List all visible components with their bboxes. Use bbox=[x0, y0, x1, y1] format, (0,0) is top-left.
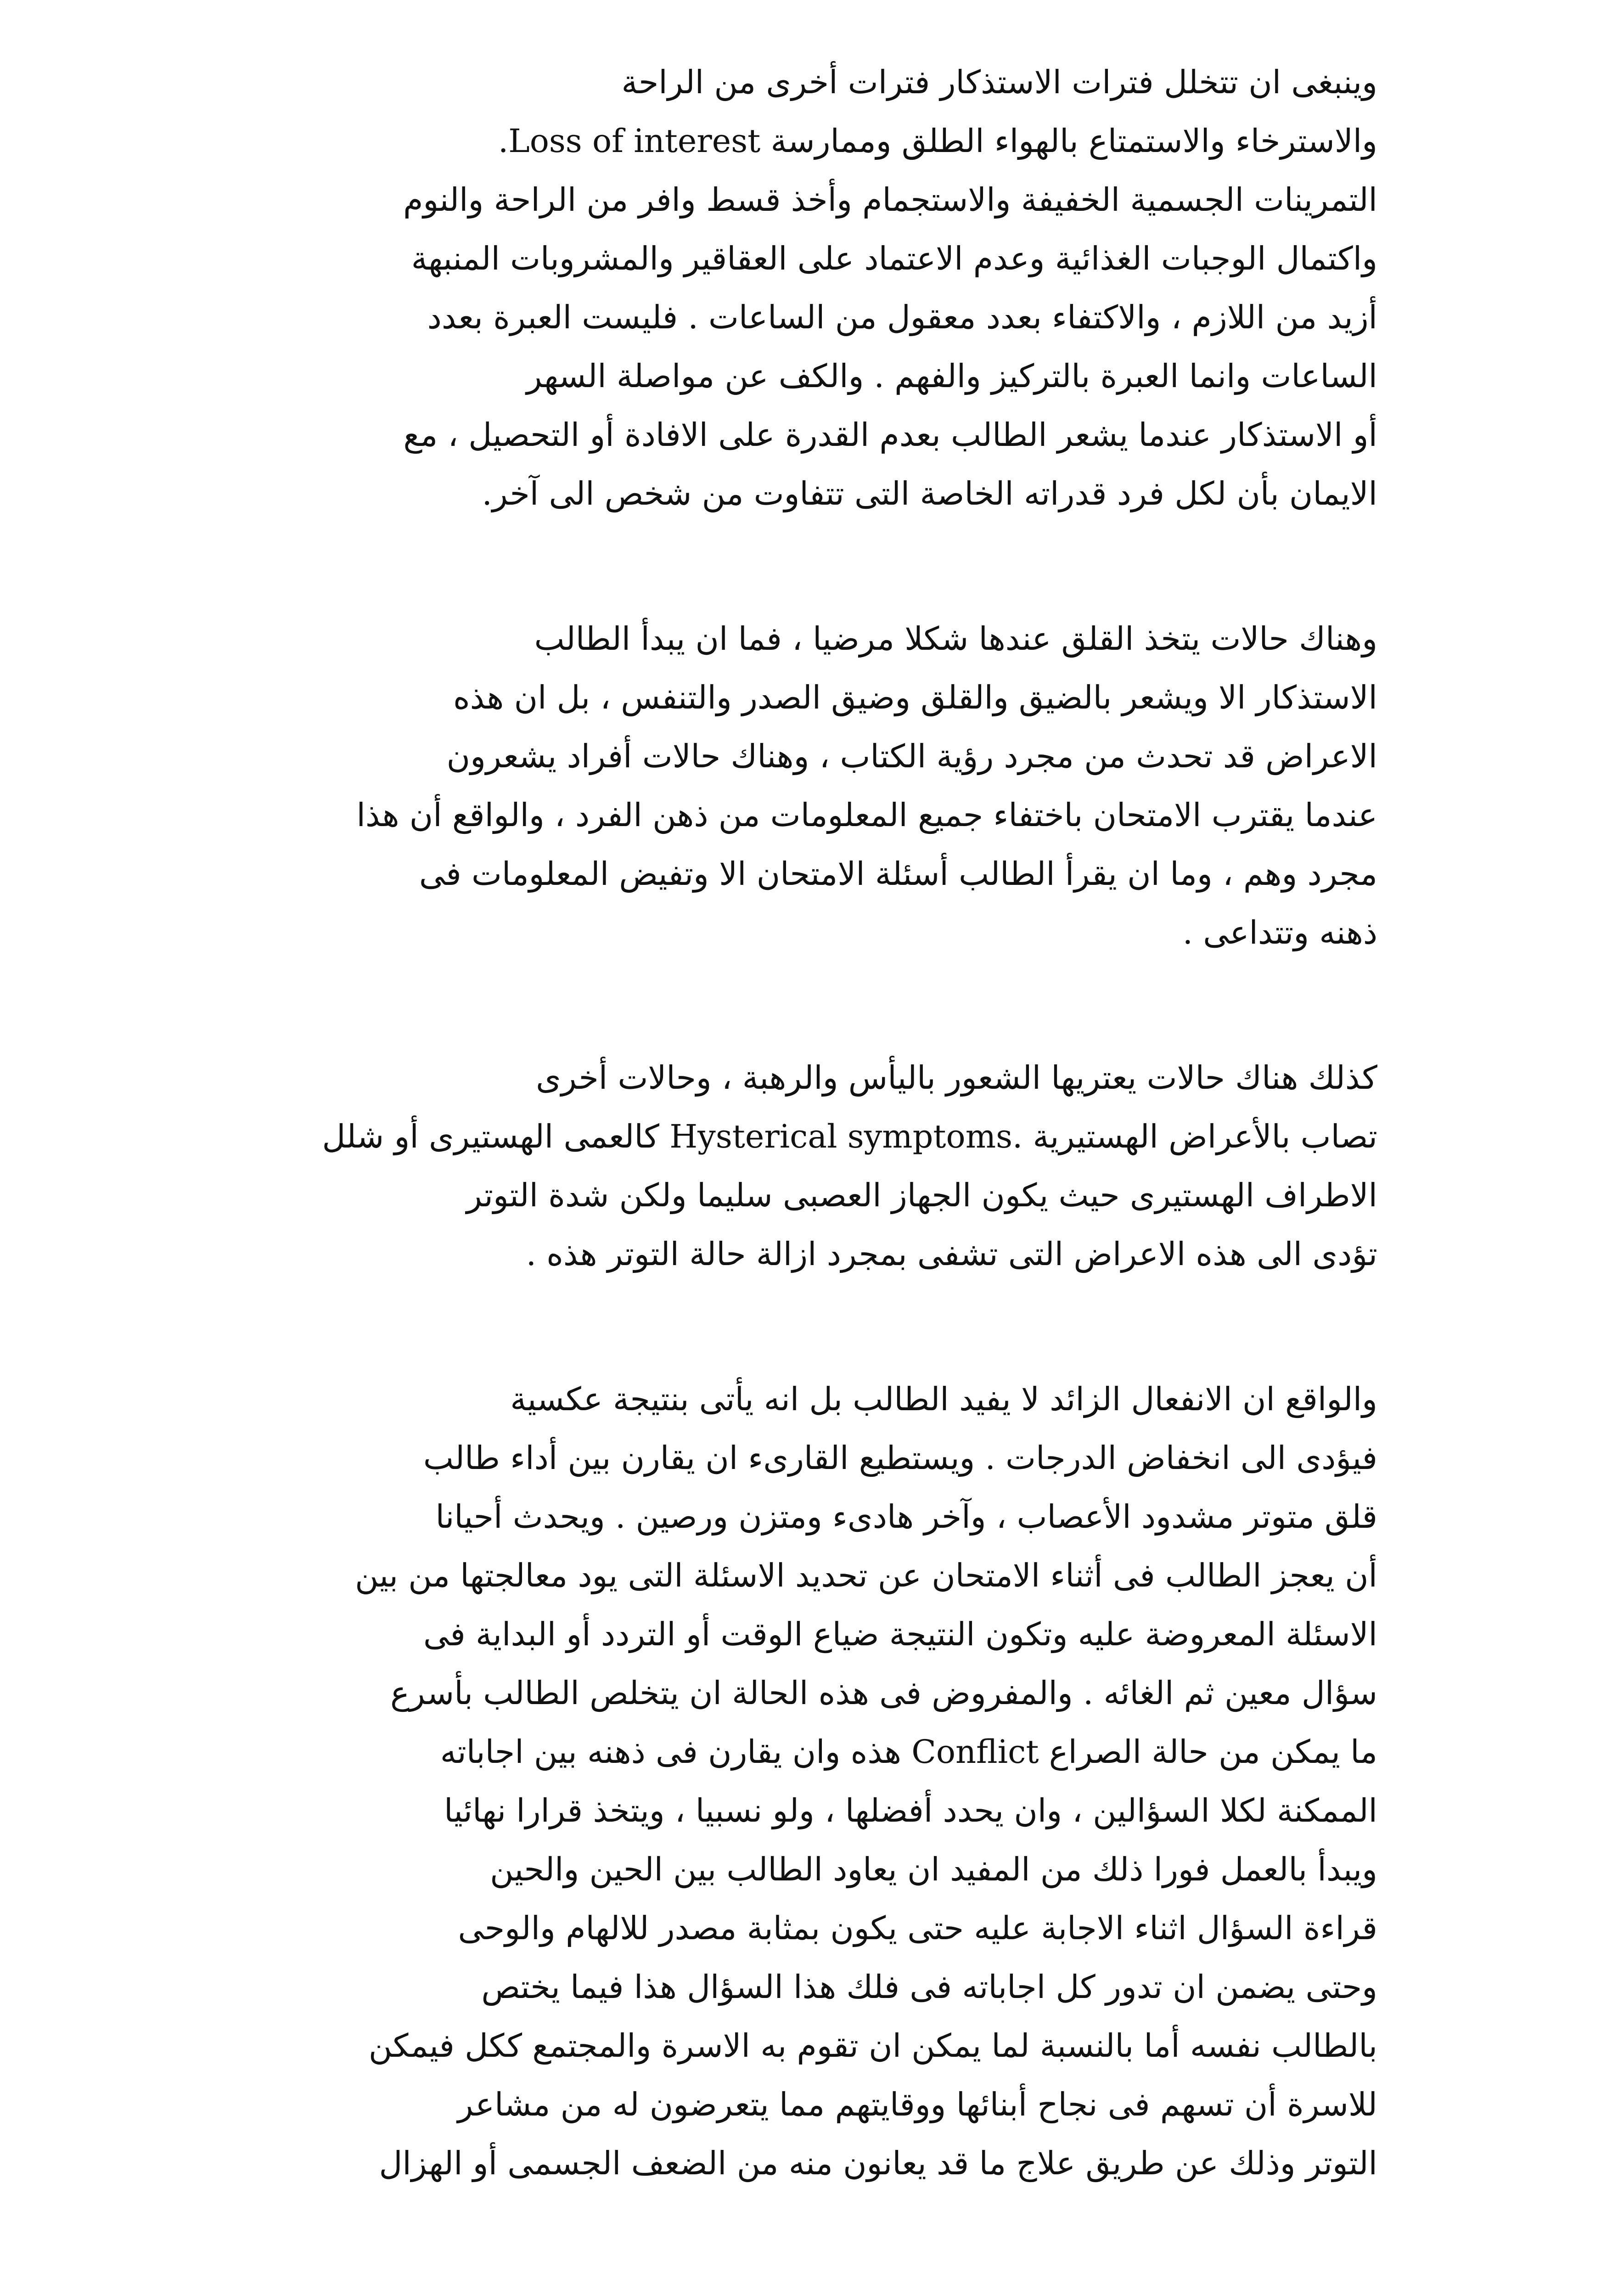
text-line: والواقع ان الانفعال الزائد لا يفيد الطالب بل انه يأتى بنتيجة عكسية bbox=[510, 1380, 1377, 1418]
text-line: واكتمال الوجبات الغذائية وعدم الاعتماد على العقاقير والمشروبات المنبهة bbox=[411, 240, 1377, 277]
text-line: مجرد وهم ، وما ان يقرأ الطالب أسئلة الامتحان الا وتفيض المعلومات فى bbox=[419, 855, 1377, 893]
text-line: الاستذكار الا ويشعر بالضيق والقلق وضيق الصدر والتنفس ، بل ان هذه bbox=[453, 679, 1377, 716]
text-line: فيؤدى الى انخفاض الدرجات . ويستطيع القارىء ان يقارن بين أداء طالب bbox=[423, 1439, 1377, 1477]
text-line: وحتى يضمن ان تدور كل اجاباته فى فلك هذا السؤال هذا فيما يختص bbox=[481, 1968, 1377, 2006]
text-line: الممكنة لكلا السؤالين ، وان يحدد أفضلها ، ولو نسبيا ، ويتخذ قرارا نهائيا bbox=[444, 1792, 1377, 1829]
text-line: الايمان بأن لكل فرد قدراته الخاصة التى تتفاوت من شخص الى آخر. bbox=[482, 475, 1377, 512]
text-line: تصاب بالأعراض الهستيرية .Hysterical symptoms كالعمى الهستيرى أو شلل bbox=[322, 1118, 1377, 1155]
text-line: الاعراض قد تحدث من مجرد رؤية الكتاب ، وهناك حالات أفراد يشعرون bbox=[446, 737, 1377, 775]
text-line: الساعات وانما العبرة بالتركيز والفهم . والكف عن مواصلة السهر bbox=[526, 357, 1377, 395]
text-line: الاطراف الهستيرى حيث يكون الجهاز العصبى سليما ولكن شدة التوتر bbox=[466, 1176, 1377, 1214]
text-line: التمرينات الجسمية الخفيفة والاستجمام وأخذ قسط وافر من الراحة والنوم bbox=[403, 181, 1377, 219]
body-text bbox=[124, 53, 1483, 2279]
text-line: سؤال معين ثم الغائه . والمفروض فى هذه الحالة ان يتخلص الطالب بأسرع bbox=[390, 1674, 1377, 1712]
text-line: وينبغى ان تتخلل فترات الاستذكار فترات أخرى من الراحة bbox=[621, 63, 1377, 101]
text-line: وهناك حالات يتخذ القلق عندها شكلا مرضيا ، فما ان يبدأ الطالب bbox=[534, 620, 1377, 658]
text-line: تؤدى الى هذه الاعراض التى تشفى بمجرد ازالة حالة التوتر هذه . bbox=[526, 1235, 1377, 1273]
text-line: عندما يقترب الامتحان باختفاء جميع المعلومات من ذهن الفرد ، والواقع أن هذا bbox=[356, 796, 1377, 834]
paragraph-2 bbox=[124, 609, 1483, 962]
text-line: قلق متوتر مشدود الأعصاب ، وآخر هادىء ومتزن ورصين . ويحدث أحيانا bbox=[435, 1498, 1377, 1536]
text-line: والاسترخاء والاستمتاع بالهواء الطلق وممارسة Loss of interest. bbox=[498, 122, 1377, 160]
paragraph-4 bbox=[124, 1370, 1483, 2193]
text-line: أو الاستذكار عندما يشعر الطالب بعدم القدرة على الافادة أو التحصيل ، مع bbox=[403, 416, 1377, 454]
text-line: التوتر وذلك عن طريق علاج ما قد يعانون منه من الضعف الجسمى أو الهزال bbox=[379, 2144, 1377, 2182]
text-line: بالطالب نفسه أما بالنسبة لما يمكن ان تقوم به الاسرة والمجتمع ككل فيمكن bbox=[368, 2027, 1377, 2065]
text-line: ذهنه وتتداعى . bbox=[1182, 914, 1377, 951]
text-line: ويبدأ بالعمل فورا ذلك من المفيد ان يعاود الطالب بين الحين والحين bbox=[490, 1851, 1377, 1888]
text-line: كذلك هناك حالات يعتريها الشعور باليأس والرهبة ، وحالات أخرى bbox=[536, 1059, 1377, 1097]
text-line: أن يعجز الطالب فى أثناء الامتحان عن تحديد الاسئلة التى يود معالجتها من بين bbox=[355, 1557, 1377, 1594]
paragraph-1 bbox=[124, 53, 1483, 523]
text-line: قراءة السؤال اثناء الاجابة عليه حتى يكون بمثابة مصدر للالهام والوحى bbox=[458, 1909, 1377, 1947]
paragraph-3 bbox=[124, 1048, 1483, 1283]
text-line: الاسئلة المعروضة عليه وتكون النتيجة ضياع الوقت أو التردد أو البداية فى bbox=[423, 1615, 1377, 1653]
text-line: للاسرة أن تسهم فى نجاح أبنائها ووقايتهم مما يتعرضون له من مشاعر bbox=[457, 2086, 1377, 2123]
text-line: ما يمكن من حالة الصراع Conflict هذه وان يقارن فى ذهنه بين اجاباته bbox=[440, 1733, 1377, 1771]
text-line: أزيد من اللازم ، والاكتفاء بعدد معقول من الساعات . فليست العبرة بعدد bbox=[427, 298, 1377, 336]
